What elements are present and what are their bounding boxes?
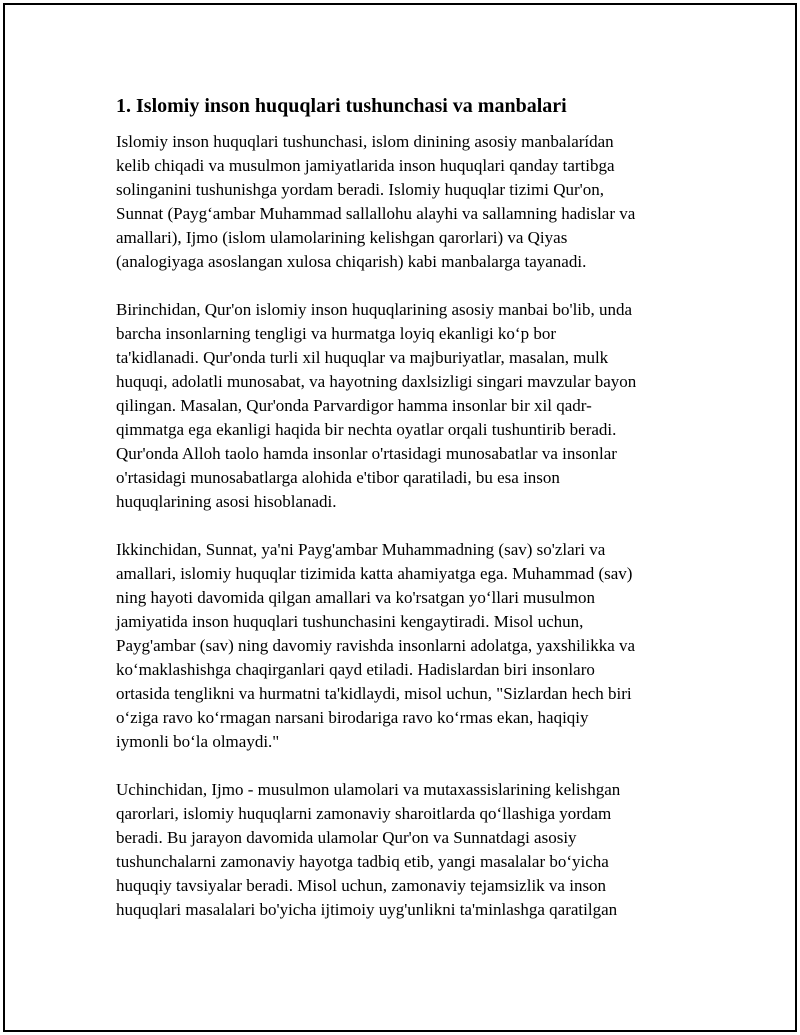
paragraph (116, 778, 691, 922)
text-line: Payg'ambar (sav) ning davomiy ravishda insonlarni adolatga, yaxshilikka va (116, 636, 636, 655)
text-line: huquqlarining asosi hisoblanadi. (116, 492, 337, 511)
text-line: oʻziga ravo koʻrmagan narsani birodariga ravo koʻrmas ekan, haqiqiy (116, 708, 589, 727)
text-line: amallari), Ijmo (islom ulamolarining kelishgan qarorlari) va Qiyas (116, 228, 568, 247)
text-line: iymonli boʻla olmaydi." (116, 732, 280, 751)
text-line: qimmatga ega ekanligi haqida bir nechta oyatlar orqali tushuntirib beradi. (116, 420, 617, 439)
text-line: ning hayoti davomida qilgan amallari va ko'rsatgan yoʻllari musulmon (116, 588, 595, 607)
text-line: qilingan. Masalan, Qur'onda Parvardigor hamma insonlar bir xil qadr- (116, 396, 592, 415)
paragraph (116, 130, 691, 274)
text-line: Birinchidan, Qur'on islomiy inson huquqlarining asosiy manbai bo'lib, unda (116, 300, 633, 319)
text-line: solinganini tushunishga yordam beradi. Islomiy huquqlar tizimi Qur'on, (116, 180, 604, 199)
paragraphs-container (116, 130, 691, 922)
text-line: amallari, islomiy huquqlar tizimida katta ahamiyatga ega. Muhammad (sav) (116, 564, 633, 583)
section-heading: 1. Islomiy inson huquqlari tushunchasi va manbalari (116, 95, 567, 117)
text-line: o'rtasidagi munosabatlarga alohida e'tibor qaratiladi, bu esa inson (116, 468, 560, 487)
text-line: kelib chiqadi va musulmon jamiyatlarida inson huquqlari qanday tartibga (116, 156, 615, 175)
text-line: Islomiy inson huquqlari tushunchasi, islom dinining asosiy manbalarídan (116, 132, 614, 151)
text-line: ortasida tenglikni va hurmatni ta'kidlaydi, misol uchun, "Sizlardan hech biri (116, 684, 632, 703)
paragraph (116, 538, 691, 754)
text-line: jamiyatida inson huquqlari tushunchasini kengaytiradi. Misol uchun, (116, 612, 584, 631)
text-line: beradi. Bu jarayon davomida ulamolar Qur'on va Sunnatdagi asosiy (116, 828, 577, 847)
text-line: huquqi, adolatli munosabat, va hayotning daxlsizligi singari mavzular bayon (116, 372, 637, 391)
text-line: tushunchalarni zamonaviy hayotga tadbiq etib, yangi masalalar boʻyicha (116, 852, 609, 871)
text-line: Qur'onda Alloh taolo hamda insonlar o'rtasidagi munosabatlar va insonlar (116, 444, 617, 463)
text-line: ta'kidlanadi. Qur'onda turli xil huquqlar va majburiyatlar, masalan, mulk (116, 348, 609, 367)
text-line: Uchinchidan, Ijmo - musulmon ulamolari va mutaxassislarining kelishgan (116, 780, 621, 799)
text-line: Ikkinchidan, Sunnat, ya'ni Payg'ambar Muhammadning (sav) so'zlari va (116, 540, 606, 559)
text-line: barcha insonlarning tengligi va hurmatga loyiq ekanligi koʻp bor (116, 324, 556, 343)
paragraph (116, 298, 691, 514)
text-line: Sunnat (Paygʻambar Muhammad sallallohu alayhi va sallamning hadislar va (116, 204, 636, 223)
document-body (116, 94, 691, 946)
text-line: koʻmaklashishga chaqirganlari qayd etiladi. Hadislardan biri insonlaro (116, 660, 595, 679)
text-line: huquqiy tavsiyalar beradi. Misol uchun, zamonaviy tejamsizlik va inson (116, 876, 607, 895)
text-line: huquqlari masalalari bo'yicha ijtimoiy uyg'unlikni ta'minlashga qaratilgan (116, 900, 618, 919)
text-line: (analogiyaga asoslangan xulosa chiqarish) kabi manbalarga tayanadi. (116, 252, 587, 271)
text-line: qarorlari, islomiy huquqlarni zamonaviy sharoitlarda qoʻllashiga yordam (116, 804, 612, 823)
